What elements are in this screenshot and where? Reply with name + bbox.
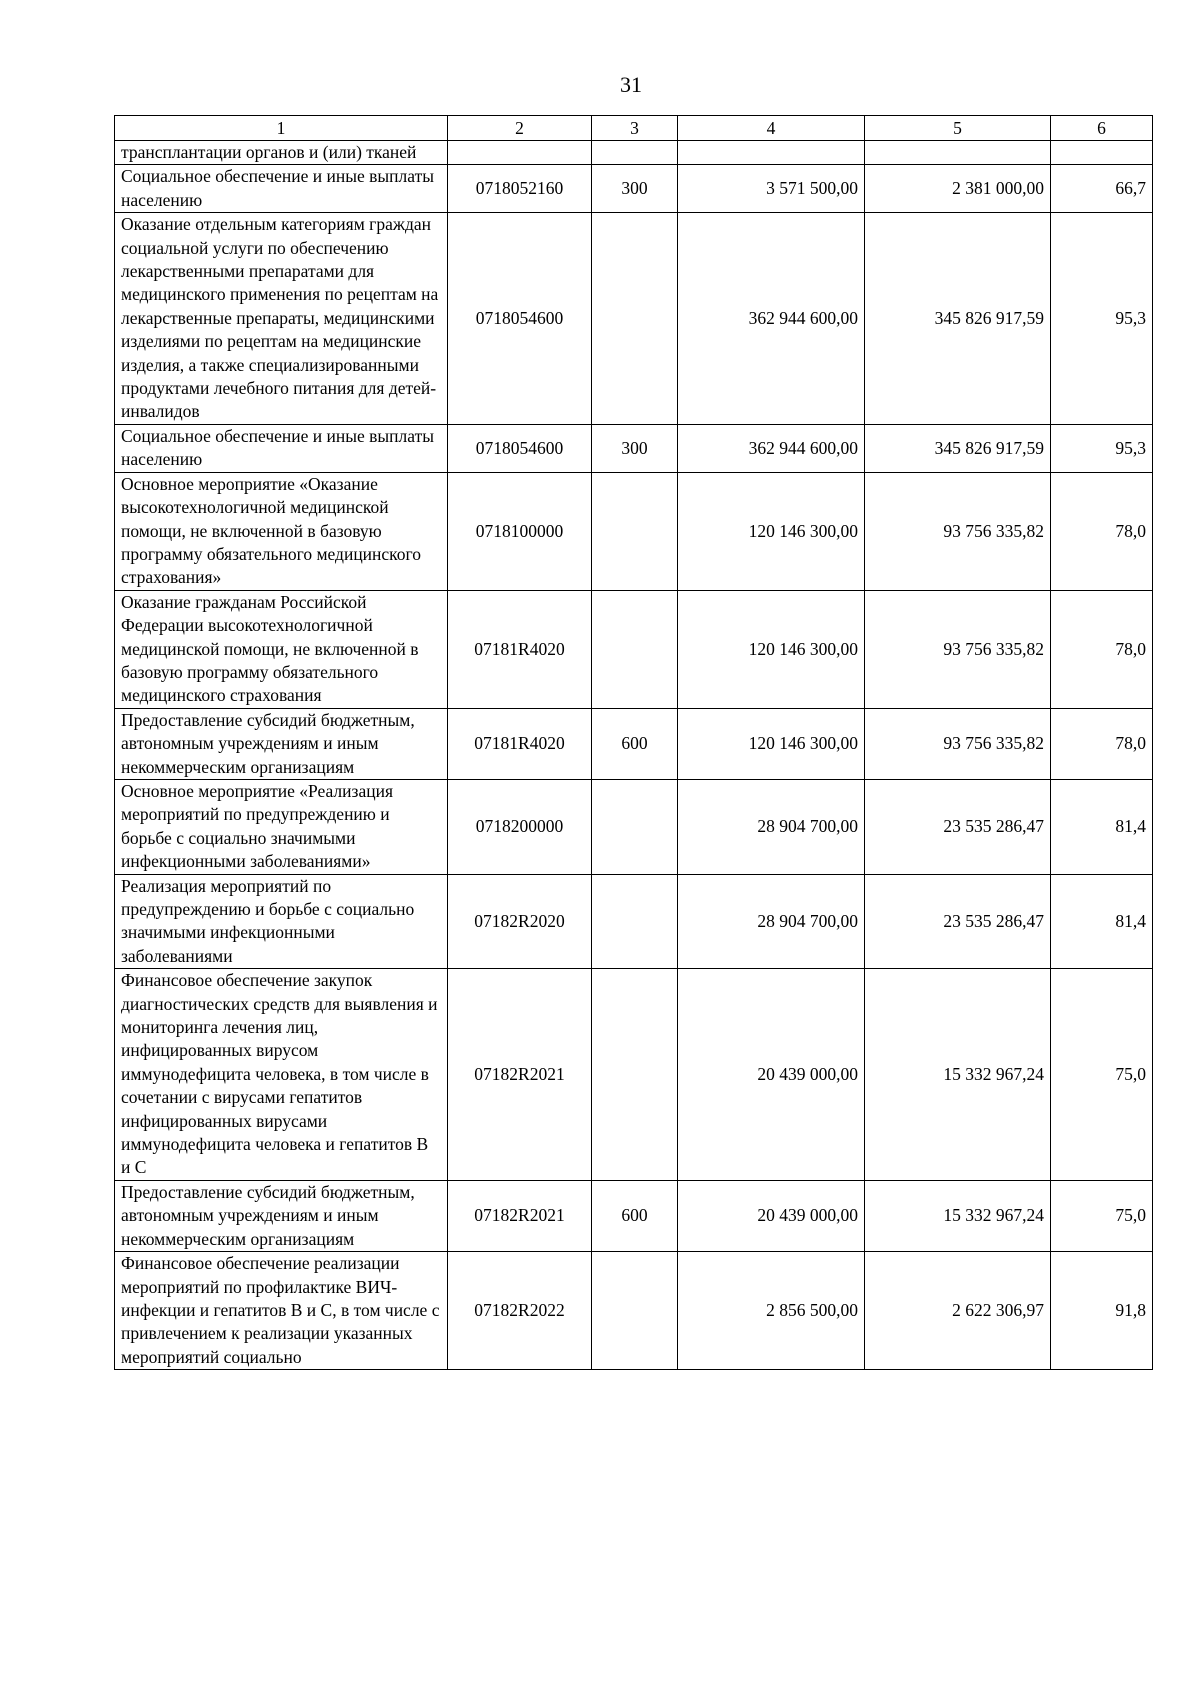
table-row	[115, 213, 1153, 425]
target-article-code-cell: 07182R2021	[448, 1180, 592, 1251]
expense-type-cell	[592, 874, 678, 969]
table-row	[115, 141, 1153, 165]
planned-amount-cell: 3 571 500,00	[678, 165, 865, 213]
column-header: 5	[865, 116, 1051, 141]
actual-amount-cell: 93 756 335,82	[865, 708, 1051, 779]
actual-amount-cell: 23 535 286,47	[865, 874, 1051, 969]
actual-amount-cell: 2 622 306,97	[865, 1252, 1051, 1370]
actual-amount-cell: 93 756 335,82	[865, 590, 1051, 708]
target-article-code-cell: 0718052160	[448, 165, 592, 213]
target-article-code-cell: 07182R2022	[448, 1252, 592, 1370]
execution-percent-cell: 81,4	[1051, 779, 1153, 874]
execution-percent-cell	[1051, 141, 1153, 165]
item-name-cell: Основное мероприятие «Реализация мероприятий по предупреждению и борьбе с социально значимыми инфекционными заболеваниями»	[115, 779, 448, 874]
execution-percent-cell: 78,0	[1051, 472, 1153, 590]
target-article-code-cell	[448, 141, 592, 165]
table-row	[115, 590, 1153, 708]
item-name-cell: Предоставление субсидий бюджетным, автономным учреждениям и иным некоммерческим организациям	[115, 708, 448, 779]
item-name-cell: Оказание гражданам Российской Федерации высокотехнологичной медицинской помощи, не включенной в базовую программу обязательного медицинского страхования	[115, 590, 448, 708]
expense-type-cell	[592, 779, 678, 874]
planned-amount-cell: 362 944 600,00	[678, 213, 865, 425]
execution-percent-cell: 78,0	[1051, 590, 1153, 708]
expense-type-cell	[592, 590, 678, 708]
item-name-cell: Реализация мероприятий по предупреждению и борьбе с социально значимыми инфекционными заболеваниями	[115, 874, 448, 969]
column-header: 4	[678, 116, 865, 141]
actual-amount-cell: 93 756 335,82	[865, 472, 1051, 590]
execution-percent-cell: 95,3	[1051, 424, 1153, 472]
item-name-cell: трансплантации органов и (или) тканей	[115, 141, 448, 165]
budget-execution-table	[114, 115, 1153, 1370]
item-name-cell: Оказание отдельным категориям граждан социальной услуги по обеспечению лекарственными препаратами для медицинского применения по рецептам на лекарственные препараты, медицинскими изделиями по рецептам на медицинские изделия, а также специализированными продуктами лечебного питания для детей-инвалидов	[115, 213, 448, 425]
actual-amount-cell	[865, 141, 1051, 165]
planned-amount-cell: 20 439 000,00	[678, 1180, 865, 1251]
execution-percent-cell: 91,8	[1051, 1252, 1153, 1370]
planned-amount-cell: 362 944 600,00	[678, 424, 865, 472]
item-name-cell: Социальное обеспечение и иные выплаты населению	[115, 165, 448, 213]
actual-amount-cell: 345 826 917,59	[865, 213, 1051, 425]
actual-amount-cell: 345 826 917,59	[865, 424, 1051, 472]
table-row	[115, 472, 1153, 590]
expense-type-cell	[592, 969, 678, 1181]
target-article-code-cell: 0718054600	[448, 213, 592, 425]
actual-amount-cell: 15 332 967,24	[865, 1180, 1051, 1251]
table-row	[115, 969, 1153, 1181]
item-name-cell: Социальное обеспечение и иные выплаты населению	[115, 424, 448, 472]
expense-type-cell: 600	[592, 1180, 678, 1251]
item-name-cell: Финансовое обеспечение реализации мероприятий по профилактике ВИЧ-инфекции и гепатитов В и С, в том числе с привлечением к реализации указанных мероприятий социально	[115, 1252, 448, 1370]
table-row	[115, 1252, 1153, 1370]
actual-amount-cell: 2 381 000,00	[865, 165, 1051, 213]
target-article-code-cell: 07181R4020	[448, 590, 592, 708]
execution-percent-cell: 95,3	[1051, 213, 1153, 425]
table-row	[115, 165, 1153, 213]
planned-amount-cell: 120 146 300,00	[678, 590, 865, 708]
planned-amount-cell: 2 856 500,00	[678, 1252, 865, 1370]
actual-amount-cell: 15 332 967,24	[865, 969, 1051, 1181]
table-row	[115, 424, 1153, 472]
execution-percent-cell: 66,7	[1051, 165, 1153, 213]
actual-amount-cell: 23 535 286,47	[865, 779, 1051, 874]
planned-amount-cell: 28 904 700,00	[678, 874, 865, 969]
column-header: 2	[448, 116, 592, 141]
target-article-code-cell: 07182R2021	[448, 969, 592, 1181]
planned-amount-cell: 120 146 300,00	[678, 708, 865, 779]
expense-type-cell	[592, 141, 678, 165]
planned-amount-cell: 120 146 300,00	[678, 472, 865, 590]
column-header: 1	[115, 116, 448, 141]
execution-percent-cell: 78,0	[1051, 708, 1153, 779]
planned-amount-cell	[678, 141, 865, 165]
target-article-code-cell: 0718054600	[448, 424, 592, 472]
target-article-code-cell: 07182R2020	[448, 874, 592, 969]
expense-type-cell: 300	[592, 424, 678, 472]
item-name-cell: Основное мероприятие «Оказание высокотехнологичной медицинской помощи, не включенной в базовую программу обязательного медицинского страхования»	[115, 472, 448, 590]
execution-percent-cell: 75,0	[1051, 1180, 1153, 1251]
planned-amount-cell: 28 904 700,00	[678, 779, 865, 874]
target-article-code-cell: 07181R4020	[448, 708, 592, 779]
item-name-cell: Предоставление субсидий бюджетным, автономным учреждениям и иным некоммерческим организациям	[115, 1180, 448, 1251]
column-header: 6	[1051, 116, 1153, 141]
table-body	[115, 141, 1153, 1370]
table-row	[115, 708, 1153, 779]
planned-amount-cell: 20 439 000,00	[678, 969, 865, 1181]
expense-type-cell	[592, 472, 678, 590]
target-article-code-cell: 0718200000	[448, 779, 592, 874]
expense-type-cell	[592, 213, 678, 425]
expense-type-cell: 600	[592, 708, 678, 779]
table-row	[115, 1180, 1153, 1251]
expense-type-cell: 300	[592, 165, 678, 213]
page-number: 31	[620, 72, 642, 97]
item-name-cell: Финансовое обеспечение закупок диагностических средств для выявления и мониторинга лечения лиц, инфицированных вирусом иммунодефицита человека, в том числе в сочетании с вирусами гепатитов инфицированных вирусами иммунодефицита человека и гепатитов В и С	[115, 969, 448, 1181]
table-row	[115, 779, 1153, 874]
table-row	[115, 874, 1153, 969]
table-header-row	[115, 116, 1153, 141]
expense-type-cell	[592, 1252, 678, 1370]
target-article-code-cell: 0718100000	[448, 472, 592, 590]
execution-percent-cell: 81,4	[1051, 874, 1153, 969]
column-header: 3	[592, 116, 678, 141]
execution-percent-cell: 75,0	[1051, 969, 1153, 1181]
